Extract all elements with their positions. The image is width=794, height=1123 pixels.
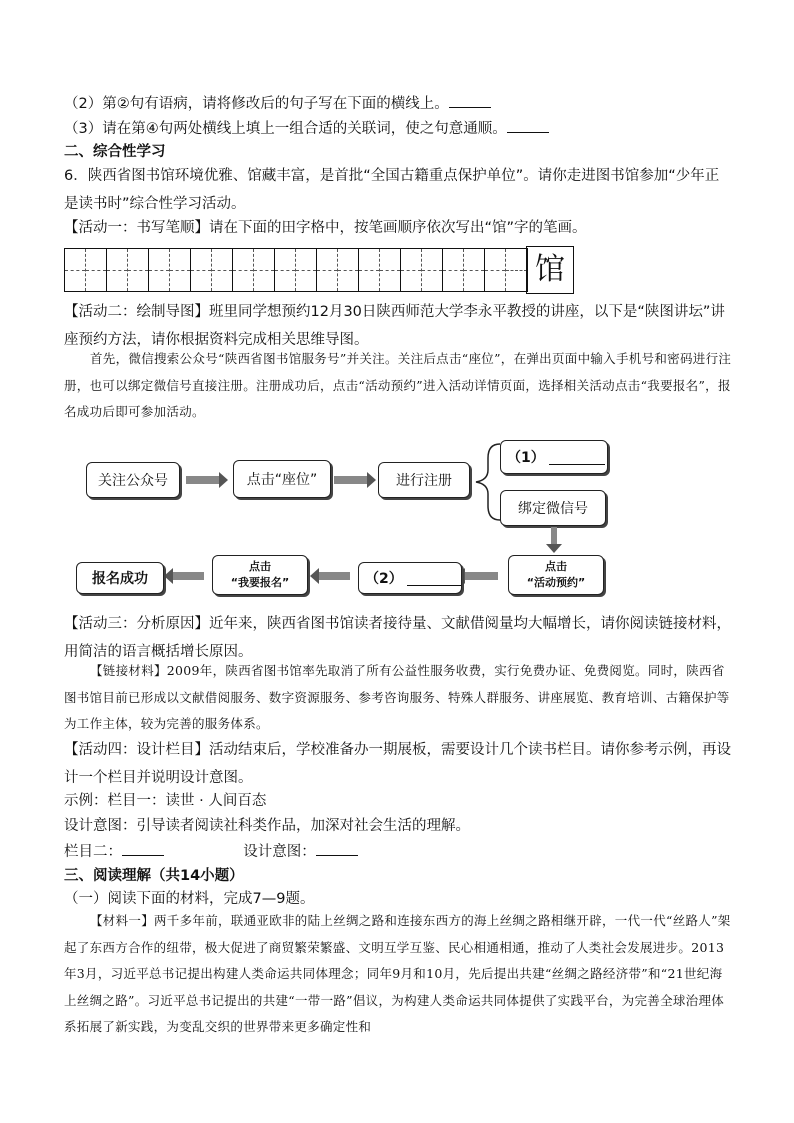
grid-cell[interactable] (422, 249, 443, 291)
activity-1: 【活动一：书写笔顺】请在下面的田字格中，按笔画顺序依次写出“馆”字的笔画。 (64, 220, 587, 236)
brace-icon (470, 440, 504, 524)
section-title-2: 二、综合性学习 (64, 144, 166, 160)
activity-3: 【活动三：分析原因】近年来，陕西省图书馆读者接待量、文献借阅量均大幅增长，请你阅读链接材料，用简洁的语言概括增长原因。 (64, 616, 731, 660)
flow-step-blank-2[interactable]: （2） (358, 562, 462, 594)
flow-branch-wechat: 绑定微信号 (500, 490, 606, 526)
column-2-row (64, 841, 358, 862)
grid-cell[interactable] (170, 249, 191, 291)
grid-cell[interactable] (212, 249, 233, 291)
grid-cell[interactable] (443, 249, 464, 291)
example-column: 示例：栏目一：读世 · 人间百态 (64, 793, 267, 809)
grid-cell[interactable] (149, 249, 170, 291)
flow-branch-blank-1[interactable]: （1） (500, 440, 608, 474)
grid-cell[interactable] (485, 249, 506, 291)
arrow-left-icon (172, 572, 204, 580)
example-intent: 设计意图：引导读者阅读社科类作品，加深对社会生活的理解。 (64, 818, 470, 834)
grid-cell[interactable] (380, 249, 401, 291)
activity-3-material: 【链接材料】2009年，陕西省图书馆率先取消了所有公益性服务收费，实行免费办证、免费阅览。同时，陕西省图书馆目前已形成以文献借阅服务、数字资源服务、参考咨询服务、特殊人群服务、讲座展览、教育培训、古籍保护等为工作主体，较为完善的服务体系。 (64, 663, 730, 731)
activity-2: 【活动二：绘制导图】班里同学想预约12月30日陕西师范大学李永平教授的讲座，以下是“陕图讲坛”讲座预约方法，请你根据资料完成相关思维导图。 (64, 304, 725, 348)
grid-cell[interactable] (191, 249, 212, 291)
flow-step-follow: 关注公众号 (86, 462, 180, 498)
flow-step-success: 报名成功 (76, 562, 164, 594)
intent-label: 设计意图： (243, 844, 316, 860)
flow-text: “我要报名” (230, 576, 290, 589)
flow-text: 点击 (249, 560, 271, 573)
grid-cell[interactable] (338, 249, 359, 291)
question-3: （3）请在第④句两处横线上填上一组合适的关联词，使之句意通顺。 (64, 118, 549, 139)
arrow-down-icon (551, 527, 557, 545)
sample-character: 馆 (526, 246, 574, 294)
flow-step-register: 进行注册 (378, 462, 470, 498)
grid-cell[interactable] (506, 249, 527, 291)
arrow-left-icon (464, 572, 498, 580)
stroke-grid[interactable] (64, 248, 528, 292)
grid-cell[interactable] (464, 249, 485, 291)
flow-text: “活动预约” (526, 576, 586, 589)
flow-step-seat: 点击“座位” (233, 460, 331, 498)
question-2: （2）第②句有语病，请将修改后的句子写在下面的横线上。 (64, 93, 491, 114)
grid-cell[interactable] (296, 249, 317, 291)
flow-text: 点击 (545, 560, 567, 573)
grid-cell[interactable] (317, 249, 338, 291)
grid-cell[interactable] (254, 249, 275, 291)
answer-blank[interactable] (449, 93, 491, 108)
material-1: 【材料一】两千多年前，联通亚欧非的陆上丝绸之路和连接东西方的海上丝绸之路相继开辟，一代一代“丝路人”架起了东西方合作的纽带，极大促进了商贸繁荣繁盛、文明互学互鉴、民心相通相通，推动了人类社会发展进步。2013年3月，习近平总书记提出构建人类命运共同体理念；同年9月和10月，先后提出共建“丝绸之路经济带”和“21世纪海上丝绸之路”。习近平总书记提出的共建“一带一路”倡议，为构建人类命运共同体提供了实践平台，为完善全球治理体系拓展了新实践，为变乱交织的世界带来更多确定性和 (64, 913, 731, 1034)
activity-2-material: 首先，微信搜索公众号“陕西省图书馆服务号”并关注。关注后点击“座位”，在弹出页面中输入手机号和密码进行注册，也可以绑定微信号直接注册。注册成功后，点击“活动预约”进入活动详情页面，选择相关活动点击“我要报名”，报名成功后即可参加活动。 (64, 351, 732, 419)
flow-step-activity-booking (508, 555, 604, 595)
question-6-intro: 6．陕西省图书馆环境优雅、馆藏丰富，是首批“全国古籍重点保护单位”。请你走进图书馆参加“少年正是读书时”综合性学习活动。 (64, 168, 720, 212)
grid-cell[interactable] (65, 249, 86, 291)
answer-blank[interactable] (122, 841, 164, 856)
answer-blank[interactable] (549, 450, 605, 465)
grid-cell[interactable] (401, 249, 422, 291)
arrow-right-icon (334, 476, 368, 484)
grid-cell[interactable] (128, 249, 149, 291)
grid-cell[interactable] (86, 249, 107, 291)
section-title-3: 三、阅读理解（共14小题） (64, 868, 244, 884)
grid-cell[interactable] (359, 249, 380, 291)
arrow-right-icon (186, 476, 220, 484)
answer-blank[interactable] (407, 571, 461, 586)
activity-4: 【活动四：设计栏目】活动结束后，学校准备办一期展板，需要设计几个读书栏目。请你参考示例，再设计一个栏目并说明设计意图。 (64, 742, 731, 786)
answer-blank[interactable] (316, 841, 358, 856)
grid-cell[interactable] (107, 249, 128, 291)
grid-cell[interactable] (233, 249, 254, 291)
flow-step-signup (212, 555, 308, 595)
sub-section-1: （一）阅读下面的材料，完成7—9题。 (64, 891, 315, 907)
arrow-left-icon (318, 572, 350, 580)
column-2-label: 栏目二： (64, 844, 122, 860)
answer-blank[interactable] (507, 118, 549, 133)
grid-cell[interactable] (275, 249, 296, 291)
